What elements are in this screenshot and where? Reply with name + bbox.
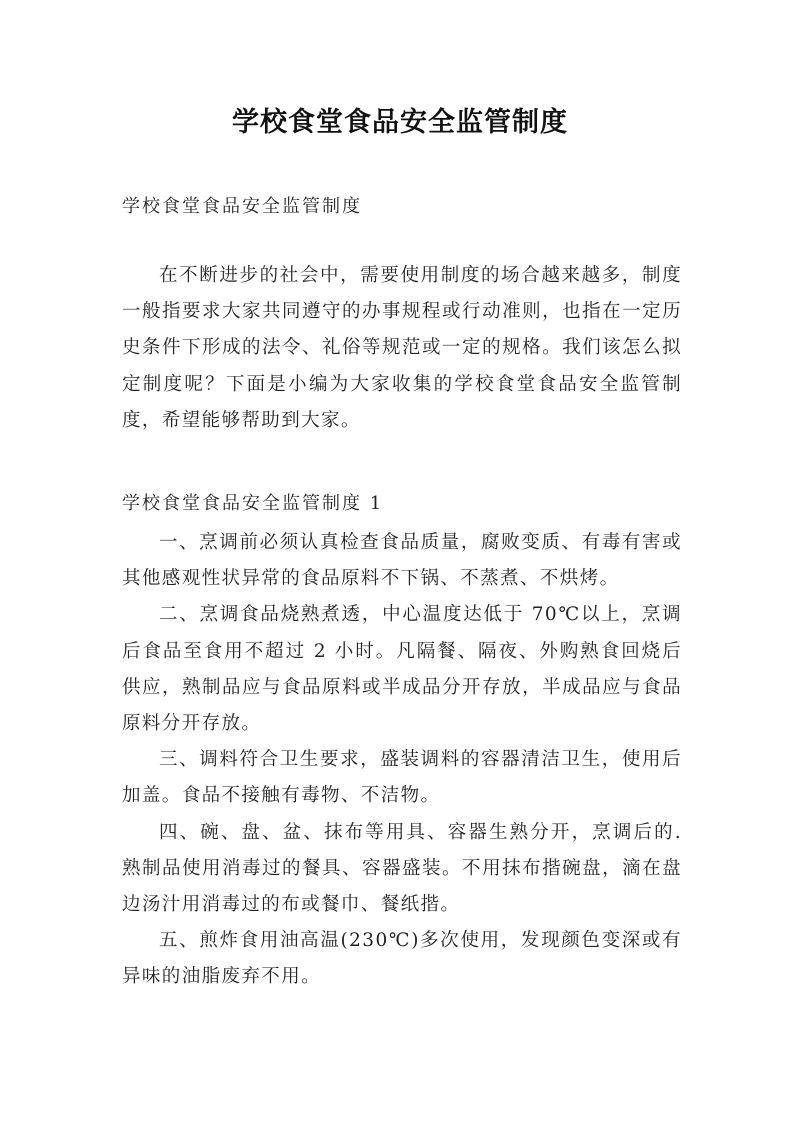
rule-item-3: 三、调料符合卫生要求，盛装调料的容器清洁卫生，使用后加盖。食品不接触有毒物、不洁物。 xyxy=(122,749,682,807)
document-subtitle: 学校食堂食品安全监管制度 xyxy=(122,196,362,217)
rule-item-5: 五、煎炸食用油高温(230℃)多次使用，发现颜色变深或有异味的油脂废弃不用。 xyxy=(122,930,682,988)
section-heading: 学校食堂食品安全监管制度 1 xyxy=(122,493,384,514)
intro-text: 在不断进步的社会中，需要使用制度的场合越来越多，制度一般指要求大家共同遵守的办事规程或行动准则，也指在一定历史条件下形成的法令、礼俗等规范或一定的规格。我们该怎么拟定制度呢？下面是小编为大家收集的学校食堂食品安全监管制度，希望能够帮助到大家。 xyxy=(122,265,682,431)
rule-item-1: 一、烹调前必须认真检查食品质量，腐败变质、有毒有害或其他感观性状异常的食品原料不下锅、不蒸煮、不烘烤。 xyxy=(122,532,682,590)
document-title: 学校食堂食品安全监管制度 xyxy=(232,107,568,138)
rule-item-4: 四、碗、盘、盆、抹布等用具、容器生熟分开，烹调后的.熟制品使用消毒过的餐具、容器盛装。不用抹布揩碗盘，滴在盘边汤汁用消毒过的布或餐巾、餐纸揩。 xyxy=(122,821,682,916)
rules-list xyxy=(122,525,682,996)
intro-paragraph xyxy=(122,258,682,439)
rule-item-2: 二、烹调食品烧熟煮透，中心温度达低于 70℃以上，烹调后食品至食用不超过 2 小时。凡隔餐、隔夜、外购熟食回烧后供应，熟制品应与食品原料或半成品分开存放，半成品应与食品原料分开存放。 xyxy=(122,604,682,735)
